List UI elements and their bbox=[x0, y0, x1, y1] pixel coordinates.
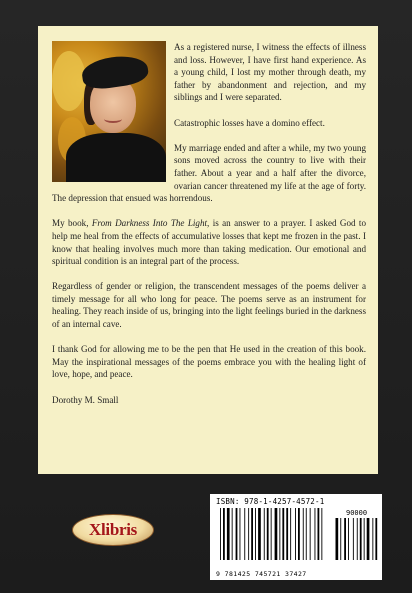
text-panel bbox=[38, 26, 378, 474]
paragraph-book bbox=[52, 217, 366, 267]
paragraph-nurse: As a registered nurse, I witness the effects of illness and loss. However, I have first hand experience. As a young child, I lost my mother through death, my father by abandonment and rejection, and my siblings and I were separated. bbox=[174, 42, 366, 103]
price-code-text: 90000 bbox=[346, 509, 368, 517]
paragraph-domino: Catastrophic losses have a domino effect. bbox=[174, 117, 325, 128]
paragraph-thanks: I thank God for allowing me to be the pen that He used in the creation of this book. May the inspirational messages of the poems embrace you with the healing light of love, hope, and peace. bbox=[52, 344, 366, 380]
book-title: From Darkness Into The Light bbox=[91, 218, 208, 229]
barcode-bars bbox=[218, 508, 378, 566]
xlibris-logo bbox=[72, 514, 154, 546]
xlibris-logo-text: Xlibris bbox=[89, 520, 137, 539]
book-intro-text: My book, bbox=[52, 218, 92, 229]
paragraph-poems: Regardless of gender or religion, the transcendent messages of the poems deliver a timely message for all who long for peace. The poems serve as an instrument for healing. They reach inside of us, bringing into the light feelings buried in the darkness of an internal cave. bbox=[52, 281, 366, 330]
author-photo bbox=[52, 41, 166, 182]
author-signature: Dorothy M. Small bbox=[52, 394, 119, 405]
isbn-barcode bbox=[210, 494, 382, 580]
isbn-label: ISBN: 978-1-4257-4572-1 bbox=[216, 497, 325, 506]
paragraph-marriage: My marriage ended and after a while, my two young sons moved across the country to live with their father. About a year and a half after the divorce, ovarian cancer threatened my life at the age of forty. The depression that ensued was horrendous. bbox=[52, 142, 366, 204]
book-description-text: , is an answer to a prayer. I asked God to help me heal from the effects of accumulative losses that kept me frozen in the past. I know that healing involves much more than taking medication. Our emotional and spiritual condition is an integral part of the process. bbox=[52, 218, 367, 267]
barcode-number-line: 9 781425 745721 37427 bbox=[216, 570, 307, 578]
